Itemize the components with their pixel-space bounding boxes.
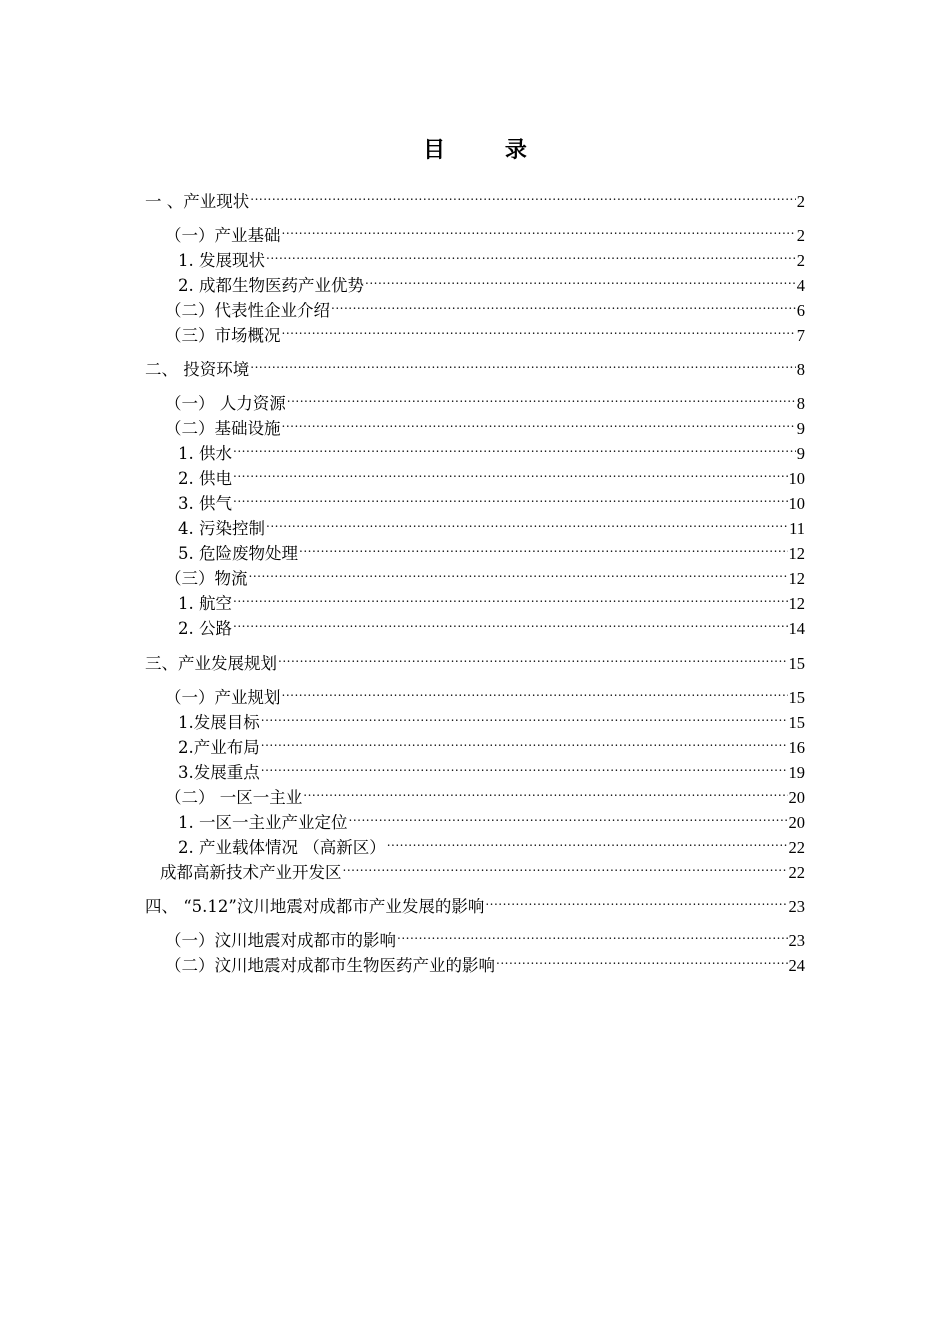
toc-entry-label: （二）汶川地震对成都市生物医药产业的影响	[165, 956, 495, 975]
toc-entry-label: （二）基础设施	[165, 419, 281, 438]
toc-entry-label: 1. 一区一主业产业定位	[178, 813, 348, 832]
toc-entry-page: 2	[796, 226, 805, 245]
dot-leader	[287, 385, 796, 409]
toc-entry-page: 24	[788, 956, 805, 975]
toc-entry-page: 15	[788, 713, 805, 732]
toc-entry-label: （一）汶川地震对成都市的影响	[165, 931, 396, 950]
toc-entry-label: 3.发展重点	[178, 763, 260, 782]
toc-entry[interactable]	[165, 947, 805, 978]
dot-leader	[282, 317, 796, 341]
dot-leader	[278, 645, 788, 669]
toc-entry-label: 三、产业发展规划	[145, 654, 277, 673]
toc-entry-label: 5. 危险废物处理	[178, 544, 298, 563]
dot-leader	[303, 779, 787, 803]
toc-entry-page: 10	[788, 469, 805, 488]
dot-leader	[266, 510, 788, 534]
toc-entry-label: （三）物流	[165, 569, 248, 588]
toc-entry-page: 10	[788, 494, 805, 513]
dot-leader	[282, 410, 796, 434]
toc-entry-page: 8	[796, 360, 805, 379]
toc-entry-label: 1. 发展现状	[178, 251, 265, 270]
toc-entry-page: 2	[796, 192, 805, 211]
toc-entry-label: 四、 “5.12”汶川地震对成都市产业发展的影响	[145, 897, 485, 916]
toc-entry-page: 23	[788, 931, 805, 950]
dot-leader	[343, 854, 788, 878]
dot-leader	[496, 947, 788, 971]
dot-leader	[282, 679, 788, 703]
dot-leader	[261, 704, 788, 728]
dot-leader	[233, 585, 788, 609]
toc-entry-label: 2.产业布局	[178, 738, 260, 757]
toc-entry-label: 3. 供气	[178, 494, 232, 513]
toc-entry-page: 12	[788, 569, 805, 588]
dot-leader	[233, 610, 788, 634]
toc-entry-label: （二） 一区一主业	[165, 788, 303, 807]
dot-leader	[233, 460, 788, 484]
toc-entry-label: 2. 供电	[178, 469, 232, 488]
dot-leader	[261, 754, 788, 778]
toc-entry[interactable]	[145, 645, 805, 676]
dot-leader	[250, 183, 796, 207]
toc-entry-page: 12	[788, 594, 805, 613]
toc-entry-page: 14	[788, 619, 805, 638]
toc-entry-page: 9	[796, 444, 805, 463]
toc-entry-label: （一）产业规划	[165, 688, 281, 707]
toc-entry[interactable]	[145, 183, 805, 214]
toc-entry-label: （一） 人力资源	[165, 394, 286, 413]
toc-entry-label: （一）产业基础	[165, 226, 281, 245]
toc-entry[interactable]	[145, 888, 805, 919]
toc-entry[interactable]	[160, 854, 805, 885]
dot-leader	[233, 485, 788, 509]
dot-leader	[250, 351, 796, 375]
toc-entry-page: 15	[788, 654, 805, 673]
toc-entry-page: 22	[788, 863, 805, 882]
toc-entry-label: 一 、产业现状	[145, 192, 250, 211]
dot-leader	[331, 292, 796, 316]
toc-entry-page: 8	[796, 394, 805, 413]
toc-entry-label: 成都高新技术产业开发区	[160, 863, 342, 882]
dot-leader	[299, 535, 788, 559]
dot-leader	[397, 922, 788, 946]
toc-entry-label: 2. 产业载体情况 （高新区）	[178, 838, 386, 857]
dot-leader	[387, 829, 788, 853]
toc-entry-label: （二）代表性企业介绍	[165, 301, 330, 320]
toc-entry-page: 23	[788, 897, 805, 916]
toc-entry-label: 1. 供水	[178, 444, 232, 463]
dot-leader	[249, 560, 788, 584]
toc-entry[interactable]	[165, 317, 805, 348]
toc-entry-page: 2	[796, 251, 805, 270]
dot-leader	[349, 804, 788, 828]
dot-leader	[365, 267, 796, 291]
toc-entry-page: 20	[788, 788, 805, 807]
dot-leader	[233, 435, 796, 459]
toc-entry-page: 22	[788, 838, 805, 857]
toc-entry-page: 19	[788, 763, 805, 782]
toc-entry-page: 15	[788, 688, 805, 707]
dot-leader	[282, 217, 796, 241]
toc-entry-page: 9	[796, 419, 805, 438]
toc-entry-page: 4	[796, 276, 805, 295]
toc-entry-label: 1.发展目标	[178, 713, 260, 732]
dot-leader	[485, 888, 787, 912]
toc-entry-label: 2. 成都生物医药产业优势	[178, 276, 364, 295]
toc-entry-page: 7	[796, 326, 805, 345]
toc-entry-label: 1. 航空	[178, 594, 232, 613]
toc-entry[interactable]	[178, 610, 805, 641]
toc-entry-page: 20	[788, 813, 805, 832]
toc-entry-label: 2. 公路	[178, 619, 232, 638]
toc-entry-label: 4. 污染控制	[178, 519, 265, 538]
toc-entry-label: 二、 投资环境	[145, 360, 250, 379]
toc-entry-page: 12	[788, 544, 805, 563]
toc-entry-page: 11	[789, 519, 805, 538]
toc-entry-label: （三）市场概况	[165, 326, 281, 345]
toc-entry[interactable]	[145, 351, 805, 382]
toc-entry-page: 6	[796, 301, 805, 320]
toc-entry-page: 16	[788, 738, 805, 757]
toc-title: 目 录	[423, 137, 553, 163]
dot-leader	[266, 242, 796, 266]
dot-leader	[261, 729, 788, 753]
